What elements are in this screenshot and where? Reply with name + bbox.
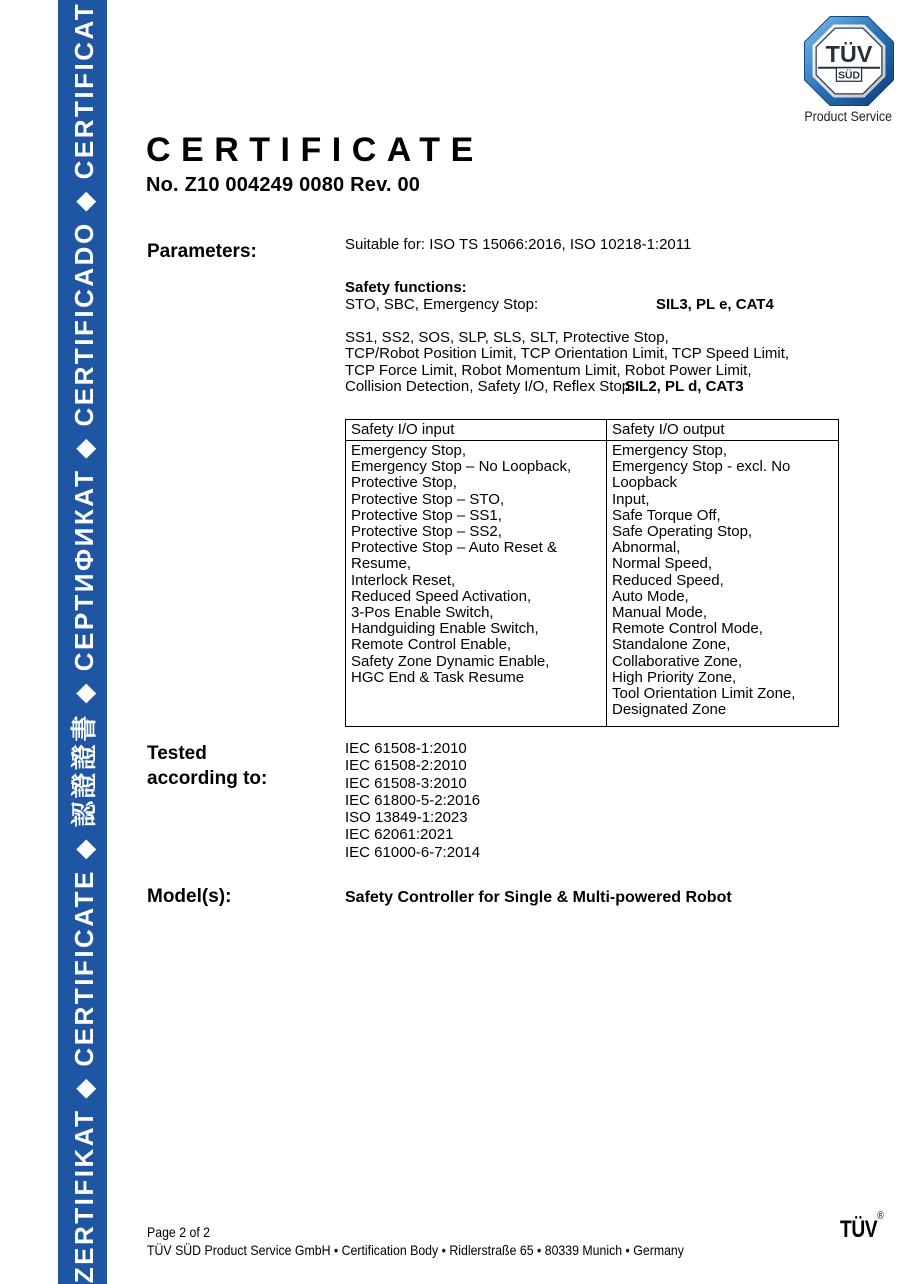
sil2-block-line: TCP/Robot Position Limit, TCP Orientation Limit, TCP Speed Limit, [345, 345, 790, 363]
io-input-line: Protective Stop – SS1, [351, 506, 502, 524]
logo-tuv-text: TÜV [825, 40, 873, 67]
safety-functions-heading: Safety functions: [345, 279, 467, 296]
io-input-line: Interlock Reset, [351, 571, 456, 589]
io-output-header: Safety I/O output [607, 420, 839, 441]
standard-item: IEC 61000-6-7:2014 [345, 843, 481, 861]
io-input-line: Protective Stop – SS2, [351, 523, 502, 541]
standard-item: IEC 61508-2:2010 [345, 757, 467, 775]
sil2-block-lines [345, 330, 845, 379]
table-body-row [346, 441, 839, 727]
io-input-line: Safety Zone Dynamic Enable, [351, 652, 550, 670]
logo-sud-text: SÜD [838, 70, 860, 82]
standard-item: IEC 61508-1:2010 [345, 740, 467, 757]
io-input-line: Handguiding Enable Switch, [351, 620, 539, 638]
standard-item: IEC 61508-3:2010 [345, 774, 467, 792]
models-label: Model(s): [147, 886, 232, 907]
suitable-for-line: Suitable for: ISO TS 15066:2016, ISO 10218-1:2011 [345, 236, 692, 253]
io-input-line: Protective Stop – STO, [351, 490, 505, 508]
tuv-sud-octagon-icon [804, 16, 894, 106]
io-input-line: 3-Pos Enable Switch, [351, 604, 494, 622]
io-input-line: Emergency Stop, [351, 442, 467, 459]
io-input-header: Safety I/O input [346, 420, 607, 441]
table-header-row [346, 420, 839, 441]
footer-tuv-mark [840, 1210, 884, 1244]
sil2-row-text: Collision Detection, Safety I/O, Reflex Stop: [345, 377, 635, 395]
io-input-line: Protective Stop – Auto Reset & Resume, [351, 539, 557, 573]
io-output-line: Emergency Stop, [612, 442, 728, 459]
io-input-line: Protective Stop, [351, 474, 457, 492]
registered-trademark-icon: ® [877, 1210, 884, 1222]
io-output-cell [607, 441, 839, 727]
safety-io-table [345, 419, 839, 727]
standards-list [345, 740, 480, 861]
tested-label-line1: Tested [147, 743, 207, 764]
io-output-line: Standalone Zone, [612, 636, 731, 654]
standard-item: IEC 62061:2021 [345, 826, 454, 844]
tested-label-line2: according to: [147, 768, 268, 789]
io-output-line: Input, [612, 490, 650, 508]
footer-company-line: TÜV SÜD Product Service GmbH • Certification Body • Ridlerstraße 65 • 80339 Munich • Germany [147, 1242, 684, 1258]
io-output-line: Safe Torque Off, [612, 506, 721, 524]
sil2-function-block [345, 330, 845, 395]
io-output-line: Remote Control Mode, [612, 620, 763, 638]
io-output-line: Collaborative Zone, [612, 652, 743, 670]
standard-item: ISO 13849-1:2023 [345, 809, 468, 827]
tested-according-label [147, 741, 267, 791]
io-input-line: Reduced Speed Activation, [351, 587, 532, 605]
io-output-line: Tool Orientation Limit Zone, [612, 685, 796, 703]
logo-caption: Product Service [804, 109, 892, 124]
io-input-line: Emergency Stop – No Loopback, [351, 458, 572, 476]
tuv-sud-logo [804, 16, 894, 111]
sil3-row-text: STO, SBC, Emergency Stop: [345, 296, 539, 313]
sil2-block-line: SS1, SS2, SOS, SLP, SLS, SLT, Protective Stop, [345, 329, 669, 346]
io-input-line: Remote Control Enable, [351, 636, 512, 654]
standard-item: IEC 61800-5-2:2016 [345, 791, 481, 809]
parameters-label: Parameters: [147, 241, 257, 262]
vertical-banner-text: ZERTIFIKAT ◆ CERTIFICATE ◆ 認證證書 ◆ СЕРТИФИКАТ ◆ CERTIFICADO ◆ CERTIFICAT [69, 1, 100, 1283]
page-number: Page 2 of 2 [147, 1224, 211, 1240]
sil2-block-line: TCP Force Limit, Robot Momentum Limit, Robot Power Limit, [345, 361, 752, 379]
io-output-line: Auto Mode, [612, 587, 689, 605]
sil3-rating: SIL3, PL e, CAT4 [656, 296, 774, 313]
sil3-rating-row [345, 297, 845, 313]
io-output-line: Emergency Stop - excl. No Loopback [612, 458, 791, 492]
io-output-line: Safe Operating Stop, [612, 523, 753, 541]
io-output-line: Manual Mode, [612, 604, 708, 622]
certificate-number: No. Z10 004249 0080 Rev. 00 [146, 174, 421, 196]
io-input-line: HGC End & Task Resume [351, 668, 525, 686]
io-input-cell [346, 441, 607, 727]
io-output-line: Designated Zone [612, 701, 727, 719]
page-title: CERTIFICATE [146, 131, 484, 169]
io-output-line: Reduced Speed, [612, 571, 724, 589]
models-value: Safety Controller for Single & Multi-powered Robot [345, 889, 732, 906]
io-output-line: High Priority Zone, [612, 668, 737, 686]
sil2-rating: SIL2, PL d, CAT3 [625, 377, 744, 395]
vertical-certificate-banner [58, 0, 107, 1284]
sil2-rating-row [345, 379, 845, 395]
io-output-line: Normal Speed, [612, 555, 713, 573]
io-output-line: Abnormal, [612, 539, 681, 557]
footer-tuv-text: TÜV [840, 1216, 878, 1243]
